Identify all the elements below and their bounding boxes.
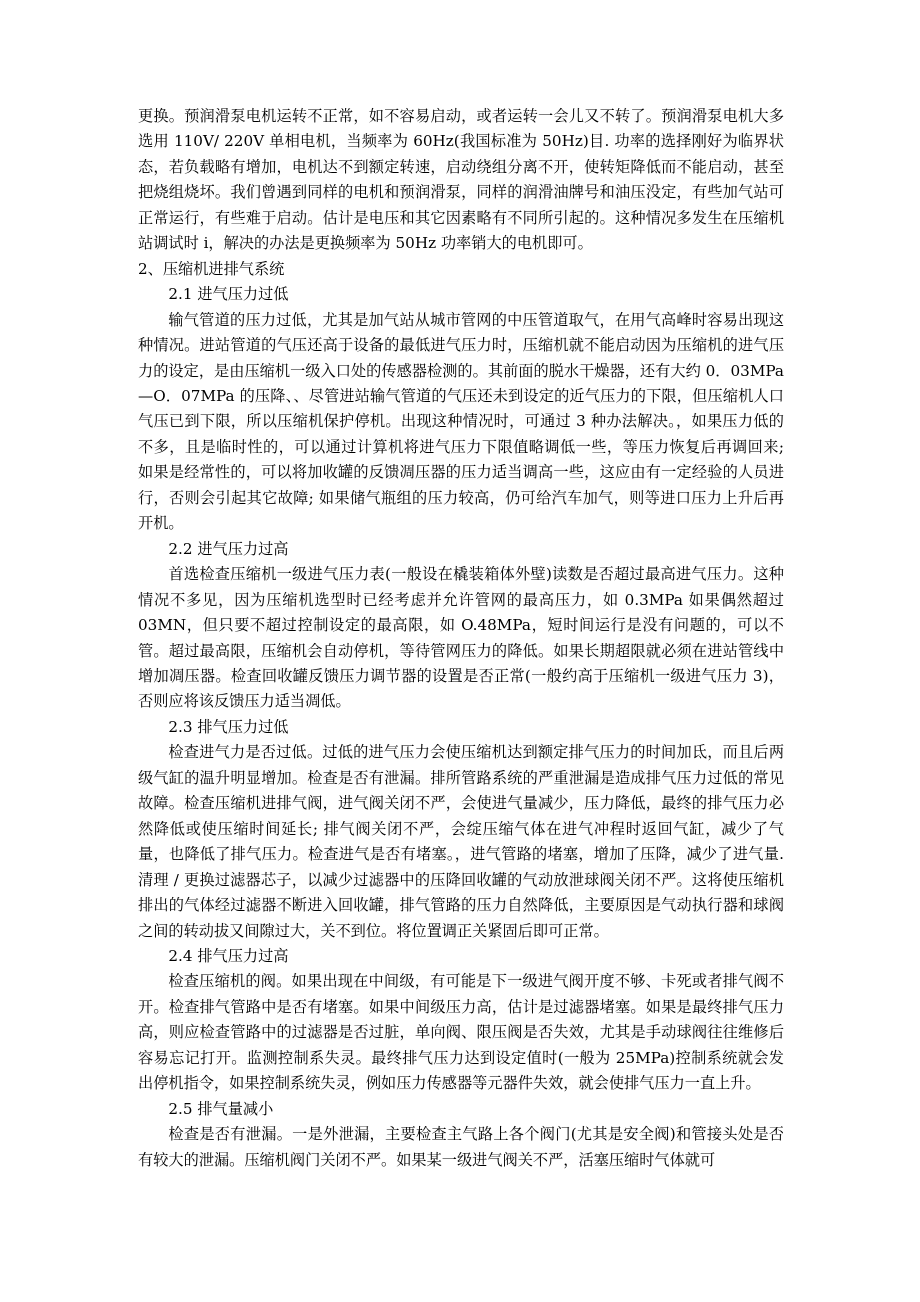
document-page [138, 104, 784, 1173]
subsection-heading-2-1: 2.1 进气压力过低 [168, 285, 289, 304]
subsection-body-2-1: 输气管道的压力过低，尤其是加气站从城市管网的中压管道取气，在用气高峰时容易出现这种情况。进站管道的气压还高于设备的最低进气压力时，压缩机就不能启动因为压缩机的进气压力的设定，是由压缩机一级入口处的传感器检测的。其前面的脱水干燥器，还有大约 0．03MPa—O．07MPa 的压降、、尽管进站输气管道的气压还未到设定的近气压力的下限，但压缩机人口气压已到下限，所以压缩机保护停机。出现这种情况时，可通过 3 种办法解决。，如果压力低的不多，且是临时性的，可以通过计算机将进气压力下限值略调低一些，等压力恢复后再调回来; 如果是经常性的，可以将加收罐的反馈凋压器的压力适当调高一些，这应由有一定经验的人员进行，否则会引起其它故障; 如果储气瓶组的压力较高，仍可给汽车加气，则等进口压力上升后再开机。 [138, 310, 784, 533]
subsection-body-2-3: 检查进气力是否过低。过低的进气压力会使压缩机达到额定排气压力的时间加氐，而且后两级气缸的温升明显增加。检查是否有泄漏。排所管路系统的严重泄漏是造成排气压力过低的常见故障。检查压缩机进排气阀，进气阀关闭不严，会使进气量减少，压力降低，最终的排气压力必然降低或使压缩时间延长; 排气阀关闭不严，会绽压缩气体在进气冲程时返回气缸，减少了气量，也降低了排气压力。检查进气是否有堵塞。，进气管路的堵塞，增加了压降，减少了进气量.清理 / 更换过滤器芯子，以减少过滤器中的压降回收罐的气动放泄球阀关闭不严。这将使压缩机排出的气体经过滤器不断进入回收罐，排气管路的压力自然降低，主要原因是气动执行器和球阀之间的转动拔又间隙过大，关不到位。将位置调正关紧固后即可正常。 [138, 743, 784, 940]
subsection-body-2-2: 首选检查压缩机一级进气压力表(一般设在橇装箱体外壁)读数是否超过最高进气压力。这种情况不多见，因为压缩机选型时已经考虑并允许管网的最高压力，如 0.3MPa 如果偶然超过 03MN，但只要不超过控制设定的最高限，如 O.48MPa，短时间运行是没有问题的，可以不管。超过最高限，压缩机会自动停机，等待管网压力的降低。如果长期超限就必须在进站管线中增加凋压器。检查回收罐反馈压力调节器的设置是否正常(一般约高于压缩机一级进气压力 3)，否则应将该反馈压力适当凋低。 [138, 565, 784, 711]
subsection-body-2-4: 检查压缩机的阀。如果出现在中间级，有可能是下一级进气阀开度不够、卡死或者排气阀不开。检查排气管路中是否有堵塞。如果中间级压力高，估计是过滤器堵塞。如果是最终排气压力高，则应检查管路中的过滤器是否过脏，单向阀、限压阀是否失效，尤其是手动球阀往往维修后容易忘记打开。监测控制系失灵。最终排气压力达到设定值时(一般为 25MPa)控制系统就会发出停机指令，如果控制系统失灵，例如压力传感器等元器件失效，就会使排气压力一直上升。 [138, 972, 784, 1093]
subsection-heading-2-4: 2.4 排气压力过高 [168, 946, 289, 965]
subsection-heading-2-2: 2.2 进气压力过高 [168, 539, 289, 558]
subsection-body-2-5: 检查是否有泄漏。一是外泄漏，主要检查主气路上各个阀门(尤其是安全阀)和管接头处是否有较大的泄漏。压缩机阀门关闭不严。如果某一级进气阀关不严，活塞压缩时气体就可 [138, 1125, 784, 1169]
section-heading-2: 2、压缩机进排气系统 [138, 259, 285, 278]
subsection-heading-2-5: 2.5 排气量减小 [168, 1099, 274, 1118]
subsection-heading-2-3: 2.3 排气压力过低 [168, 717, 289, 736]
intro-paragraph: 更换。预润滑泵电机运转不正常，如不容易启动，或者运转一会儿又不转了。预润滑泵电机大多选用 110V/ 220V 单相电机，当频率为 60Hz(我国标准为 50Hz)目. 功率的选择刚好为临界状态，若负载略有增加，电机达不到额定转速，启动绕组分离不开，使转矩降低而不能启动，甚至把烧组烧坏。我们曾遇到同样的电机和预润滑泵，同样的润滑油牌号和油压没定，有些加气站可正常运行，有些难于启动。估计是电压和其它因素略有不同所引起的。这种情况多发生在压缩机站调试时 i，解决的办法是更换频率为 50Hz 功率销大的电机即可。 [138, 107, 784, 253]
